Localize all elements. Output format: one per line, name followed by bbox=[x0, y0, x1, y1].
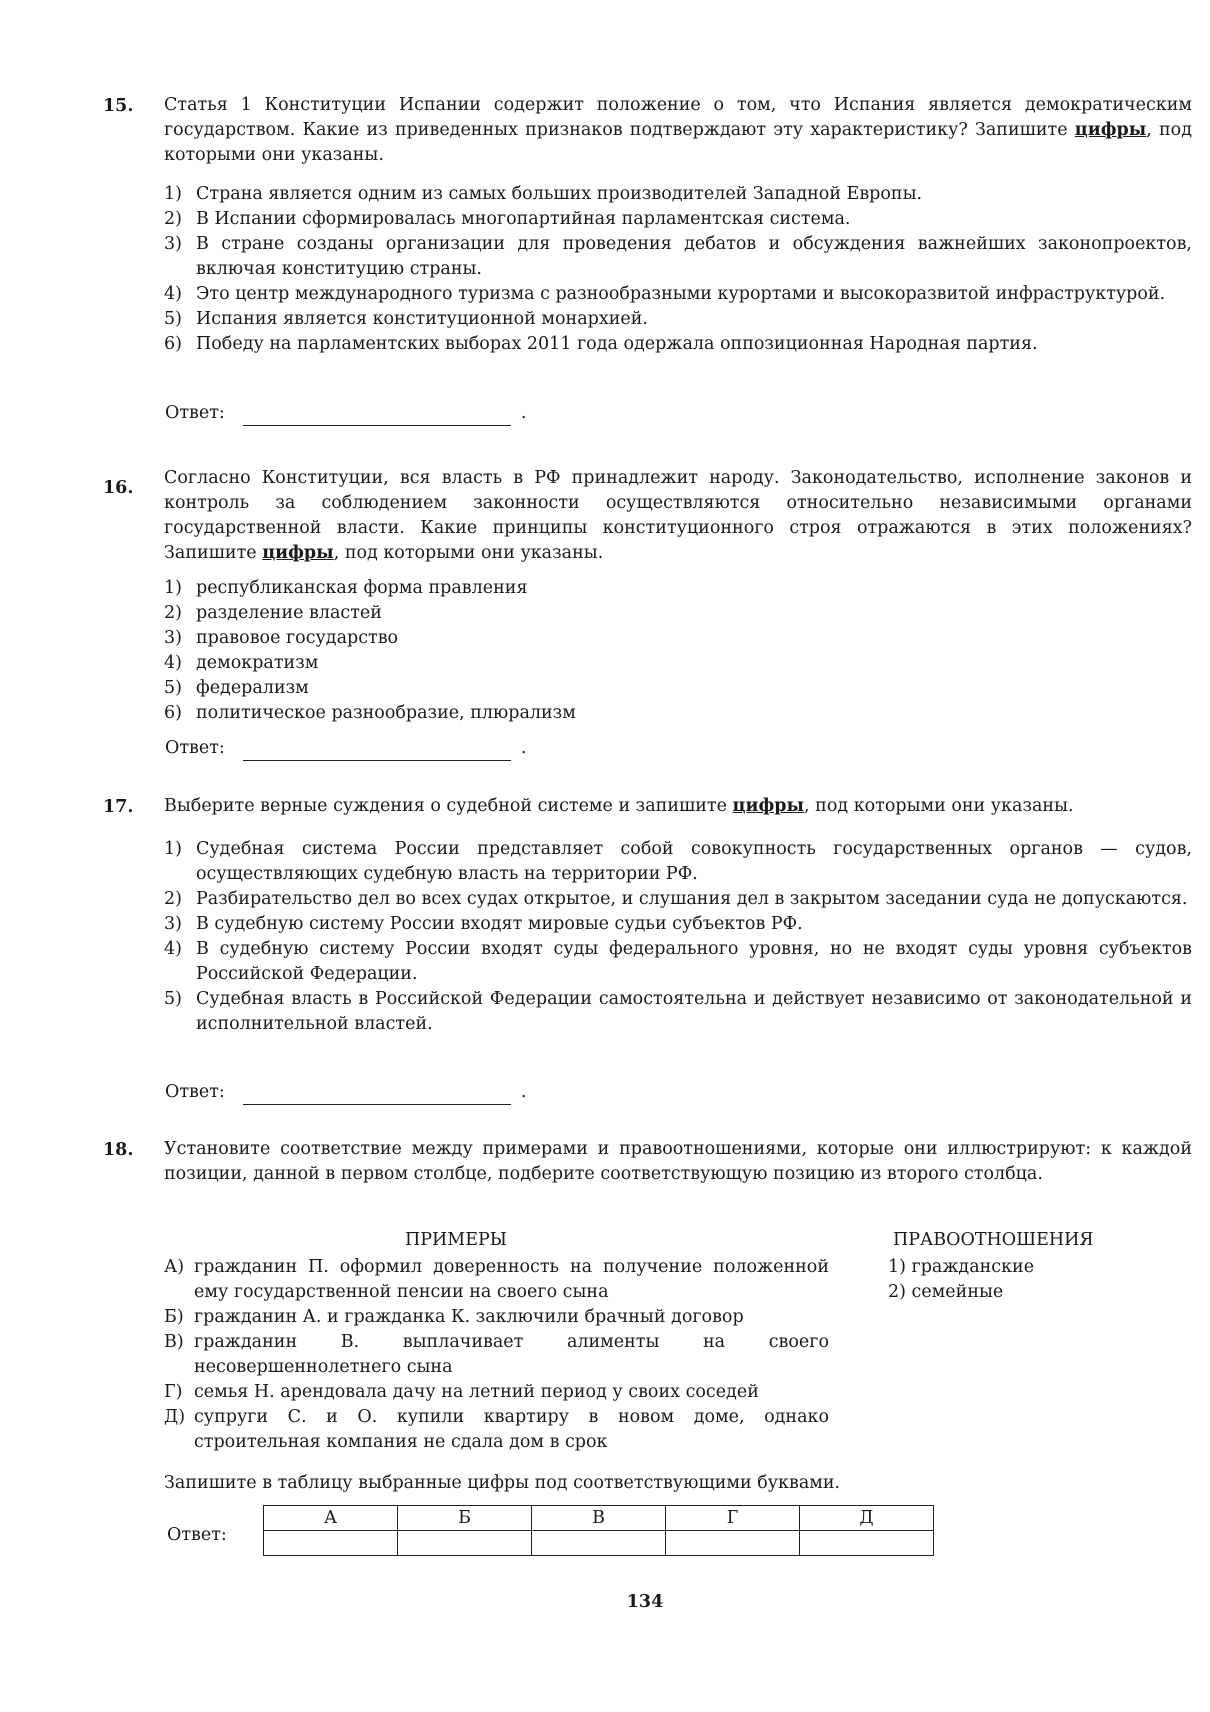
relations-column-title: ПРАВООТНОШЕНИЯ bbox=[893, 1230, 1094, 1250]
answer-label: Ответ: bbox=[165, 1082, 225, 1102]
option-5 bbox=[164, 676, 1192, 701]
answer-table-header bbox=[264, 1506, 934, 1531]
table-answer-cell[interactable] bbox=[264, 1531, 398, 1556]
answer-table bbox=[263, 1505, 934, 1556]
option-text: политическое разнообразие, плюрализм bbox=[196, 703, 576, 723]
question-number: 15. bbox=[103, 96, 134, 116]
option-4 bbox=[164, 651, 1192, 676]
option-number: 1) bbox=[164, 578, 182, 598]
example-text: семья Н. арендовала дачу на летний период у своих соседей bbox=[194, 1382, 759, 1402]
options-list bbox=[164, 182, 1192, 357]
option-5 bbox=[164, 987, 1192, 1037]
answer-table-inputs bbox=[264, 1531, 934, 1556]
question-number: 18. bbox=[103, 1140, 134, 1160]
answer-line[interactable] bbox=[243, 1086, 511, 1105]
option-2 bbox=[164, 207, 1192, 232]
option-6 bbox=[164, 701, 1192, 726]
option-6 bbox=[164, 332, 1192, 357]
option-1 bbox=[164, 182, 1192, 207]
example-text: супруги С. и О. купили квартиру в новом доме, однако строительная компания не сдала дом в срок bbox=[194, 1407, 829, 1452]
answer-label: Ответ: bbox=[165, 403, 225, 423]
option-text: Разбирательство дел во всех судах открытое, и слушания дел в закрытом заседании суда не допускаются. bbox=[196, 889, 1188, 909]
table-header-cell: Б bbox=[398, 1506, 532, 1531]
option-number: 4) bbox=[164, 939, 182, 959]
answer-line[interactable] bbox=[243, 407, 511, 426]
option-number: 3) bbox=[164, 234, 182, 254]
examples-column-title: ПРИМЕРЫ bbox=[405, 1230, 507, 1250]
answer-label: Ответ: bbox=[167, 1525, 227, 1545]
option-number: 2) bbox=[164, 889, 182, 909]
example-item bbox=[164, 1380, 829, 1405]
option-number: 4) bbox=[164, 653, 182, 673]
option-text: В Испании сформировалась многопартийная парламентская система. bbox=[196, 209, 851, 229]
table-header-cell: А bbox=[264, 1506, 398, 1531]
option-text: В судебную систему России входят суды федерального уровня, но не входят суды уровня субъектов Российской Федерации. bbox=[196, 939, 1192, 984]
option-number: 6) bbox=[164, 703, 182, 723]
option-text: В стране созданы организации для проведения дебатов и обсуждения важнейших законопроектов, включая конституцию страны. bbox=[196, 234, 1192, 279]
option-number: 5) bbox=[164, 678, 182, 698]
option-text: разделение властей bbox=[196, 603, 382, 623]
option-number: 5) bbox=[164, 309, 182, 329]
option-text: Судебная система России представляет собой совокупность государственных органов — судов, осуществляющих судебную власть на территории РФ. bbox=[196, 839, 1192, 884]
relations-list bbox=[888, 1255, 1034, 1305]
option-text: В судебную систему России входят мировые судьи субъектов РФ. bbox=[196, 914, 803, 934]
option-number: 2) bbox=[164, 603, 182, 623]
example-letter: Б) bbox=[164, 1307, 184, 1327]
question-stem: Выберите верные суждения о судебной системе и запишите цифры, под которыми они указаны. bbox=[164, 796, 1074, 816]
options-list bbox=[164, 576, 1192, 726]
example-item bbox=[164, 1405, 829, 1455]
table-instruction: Запишите в таблицу выбранные цифры под соответствующими буквами. bbox=[164, 1473, 841, 1493]
table-answer-cell[interactable] bbox=[666, 1531, 800, 1556]
option-number: 4) bbox=[164, 284, 182, 304]
question-number: 17. bbox=[103, 797, 134, 817]
answer-line[interactable] bbox=[243, 742, 511, 761]
example-text: гражданин П. оформил доверенность на получение положенной ему государственной пенсии на своего сына bbox=[194, 1257, 829, 1302]
option-text: Победу на парламентских выборах 2011 года одержала оппозиционная Народная партия. bbox=[196, 334, 1038, 354]
option-1 bbox=[164, 837, 1192, 887]
option-4 bbox=[164, 937, 1192, 987]
option-text: демократизм bbox=[196, 653, 319, 673]
option-2 bbox=[164, 601, 1192, 626]
table-header-cell: Д bbox=[800, 1506, 934, 1531]
example-item bbox=[164, 1305, 829, 1330]
option-text: Это центр международного туризма с разнообразными курортами и высокоразвитой инфраструктурой. bbox=[196, 284, 1166, 304]
answer-field[interactable]: Ответ: . bbox=[165, 1080, 526, 1105]
option-3 bbox=[164, 232, 1192, 282]
example-item bbox=[164, 1330, 829, 1380]
page-number: 134 bbox=[626, 1592, 664, 1612]
question-stem: Установите соответствие между примерами и правоотношениями, которые они иллюстрируют: к каждой позиции, данной в первом столбце, подберите соответствующую позицию из второго столбца. bbox=[164, 1139, 1192, 1184]
example-text: гражданин А. и гражданка К. заключили брачный договор bbox=[194, 1307, 744, 1327]
answer-label: Ответ: bbox=[165, 738, 225, 758]
option-text: федерализм bbox=[196, 678, 309, 698]
answer-field[interactable]: Ответ: . bbox=[165, 401, 526, 426]
option-3 bbox=[164, 912, 1192, 937]
example-letter: Д) bbox=[164, 1407, 186, 1427]
option-2 bbox=[164, 887, 1192, 912]
option-number: 3) bbox=[164, 628, 182, 648]
relation-item: 1) гражданские bbox=[888, 1257, 1035, 1277]
option-number: 1) bbox=[164, 184, 182, 204]
option-number: 1) bbox=[164, 839, 182, 859]
options-list bbox=[164, 837, 1192, 1037]
question-stem: Согласно Конституции, вся власть в РФ принадлежит народу. Законодательство, исполнение законов и контроль за соблюдением законности осуществляются относительно независимыми органами государственной власти. Какие принципы конституционного строя отражаются в этих положениях? Запишите цифры, под которыми они указаны. bbox=[164, 468, 1192, 563]
option-3 bbox=[164, 626, 1192, 651]
option-5 bbox=[164, 307, 1192, 332]
example-letter: Г) bbox=[164, 1382, 183, 1402]
example-letter: В) bbox=[164, 1332, 184, 1352]
option-1 bbox=[164, 576, 1192, 601]
option-4 bbox=[164, 282, 1192, 307]
relation-item: 2) семейные bbox=[888, 1282, 1004, 1302]
example-letter: А) bbox=[164, 1257, 185, 1277]
table-header-cell: В bbox=[532, 1506, 666, 1531]
option-number: 2) bbox=[164, 209, 182, 229]
example-item bbox=[164, 1255, 829, 1305]
option-text: Испания является конституционной монархией. bbox=[196, 309, 648, 329]
table-answer-cell[interactable] bbox=[800, 1531, 934, 1556]
table-header-cell: Г bbox=[666, 1506, 800, 1531]
table-answer-cell[interactable] bbox=[398, 1531, 532, 1556]
answer-field[interactable]: Ответ: . bbox=[165, 736, 526, 761]
option-number: 5) bbox=[164, 989, 182, 1009]
option-number: 3) bbox=[164, 914, 182, 934]
table-answer-cell[interactable] bbox=[532, 1531, 666, 1556]
example-text: гражданин В. выплачивает алименты на своего несовершеннолетнего сына bbox=[194, 1332, 829, 1377]
question-stem: Статья 1 Конституции Испании содержит положение о том, что Испания является демократическим государством. Какие из приведенных признаков подтверждают эту характеристику? Запишите цифры, под которыми они указаны. bbox=[164, 95, 1192, 165]
question-number: 16. bbox=[103, 478, 134, 498]
option-text: Страна является одним из самых больших производителей Западной Европы. bbox=[196, 184, 923, 204]
examples-list bbox=[164, 1255, 829, 1455]
option-number: 6) bbox=[164, 334, 182, 354]
option-text: правовое государство bbox=[196, 628, 399, 648]
option-text: Судебная власть в Российской Федерации самостоятельна и действует независимо от законодательной и исполнительной властей. bbox=[196, 989, 1192, 1034]
option-text: республиканская форма правления bbox=[196, 578, 528, 598]
